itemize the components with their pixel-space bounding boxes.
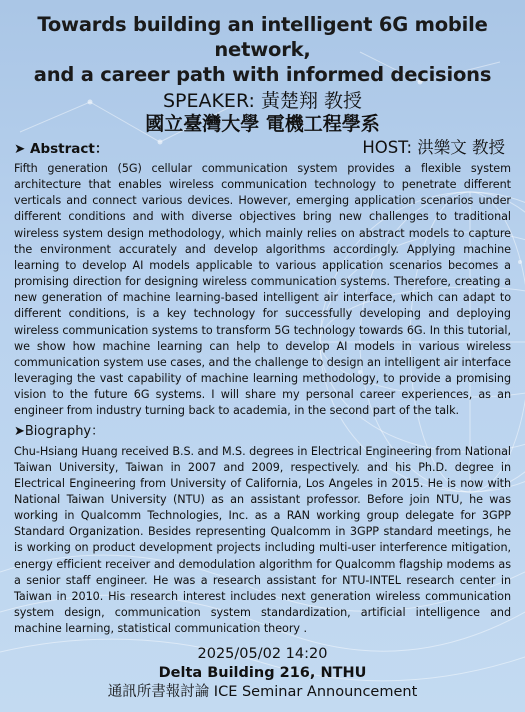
abstract-heading: ➤ Abstract：: [14, 141, 109, 157]
abstract-text: Fifth generation (5G) cellular communication system provides a flexible system architecture that enables wireless communication technology to penetrate different verticals and connect various devices. However, emerging application scenarios under different conditions and with diverse objectives bring new challenges to traditional wireless system design methodology, which mainly relies on abstract models to capture the environment accurately and develop algorithms accordingly. Applying machine learning to develop AI models applicable to various application scenarios becomes a promising direction for designing wireless communication systems. Therefore, creating a new generation of machine learning-based intelligent air interface, which can adapt to different conditions, is a key technology for successfully developing and deploying wireless communication systems to transform 5G technology towards 6G. In this tutorial, we show how machine learning can help to develop AI models in various wireless communication system use cases, and the challenge to design an intelligent air interface leveraging the vast capability of machine learning methodology, to provide a promising vision to the future 6G systems. I will share my personal career experiences, as an engineer from industry turning back to academia, in the second part of the talk.: [14, 162, 511, 418]
talk-title-line-2: and a career path with informed decisions: [33, 63, 492, 86]
talk-title: [14, 12, 511, 87]
event-datetime: 2025/05/02 14:20: [197, 646, 328, 663]
speaker-affiliation: 國立臺灣大學 電機工程學系: [145, 113, 380, 135]
host-name: HOST: 洪樂文 教授: [362, 138, 505, 157]
event-details: [14, 645, 511, 702]
biography-text: Chu-Hsiang Huang received B.S. and M.S. degrees in Electrical Engineering from National Taiwan University, Taiwan in 2007 and 2009, respectively. and his Ph.D. degree in Electrical Engineering from University of California, Los Angeles in 2015. He is now with National Taiwan University (NTU) as an assistant professor. Before join NTU, he was working in Qualcomm Technologies, Inc. as a RAN working group delegate for 3GPP Standard Organization. Besides representing Qualcomm in 3GPP standard meetings, he is working on product development projects including multi-user interference mitigation, energy efficient receiver and demodulation algorithm for Qualcomm flagship modems as a senior staff engineer. He was a research assistant for NTU-INTEL research center in Taiwan in 2010. His research interest includes next generation wireless communication system design, communication system standardization, artificial intelligence and machine learning, statistical communication theory .: [14, 444, 511, 636]
event-series: 通訊所書報討論 ICE Seminar Announcement: [107, 684, 418, 701]
biography-heading: ➤Biography：: [14, 423, 105, 439]
seminar-poster: [0, 12, 525, 702]
event-venue: Delta Building 216, NTHU: [158, 665, 367, 682]
abstract-host-row: [14, 138, 511, 158]
speaker-name: SPEAKER: 黃楚翔 教授: [162, 90, 363, 112]
talk-title-line-1: Towards building an intelligent 6G mobile network,: [37, 13, 488, 61]
